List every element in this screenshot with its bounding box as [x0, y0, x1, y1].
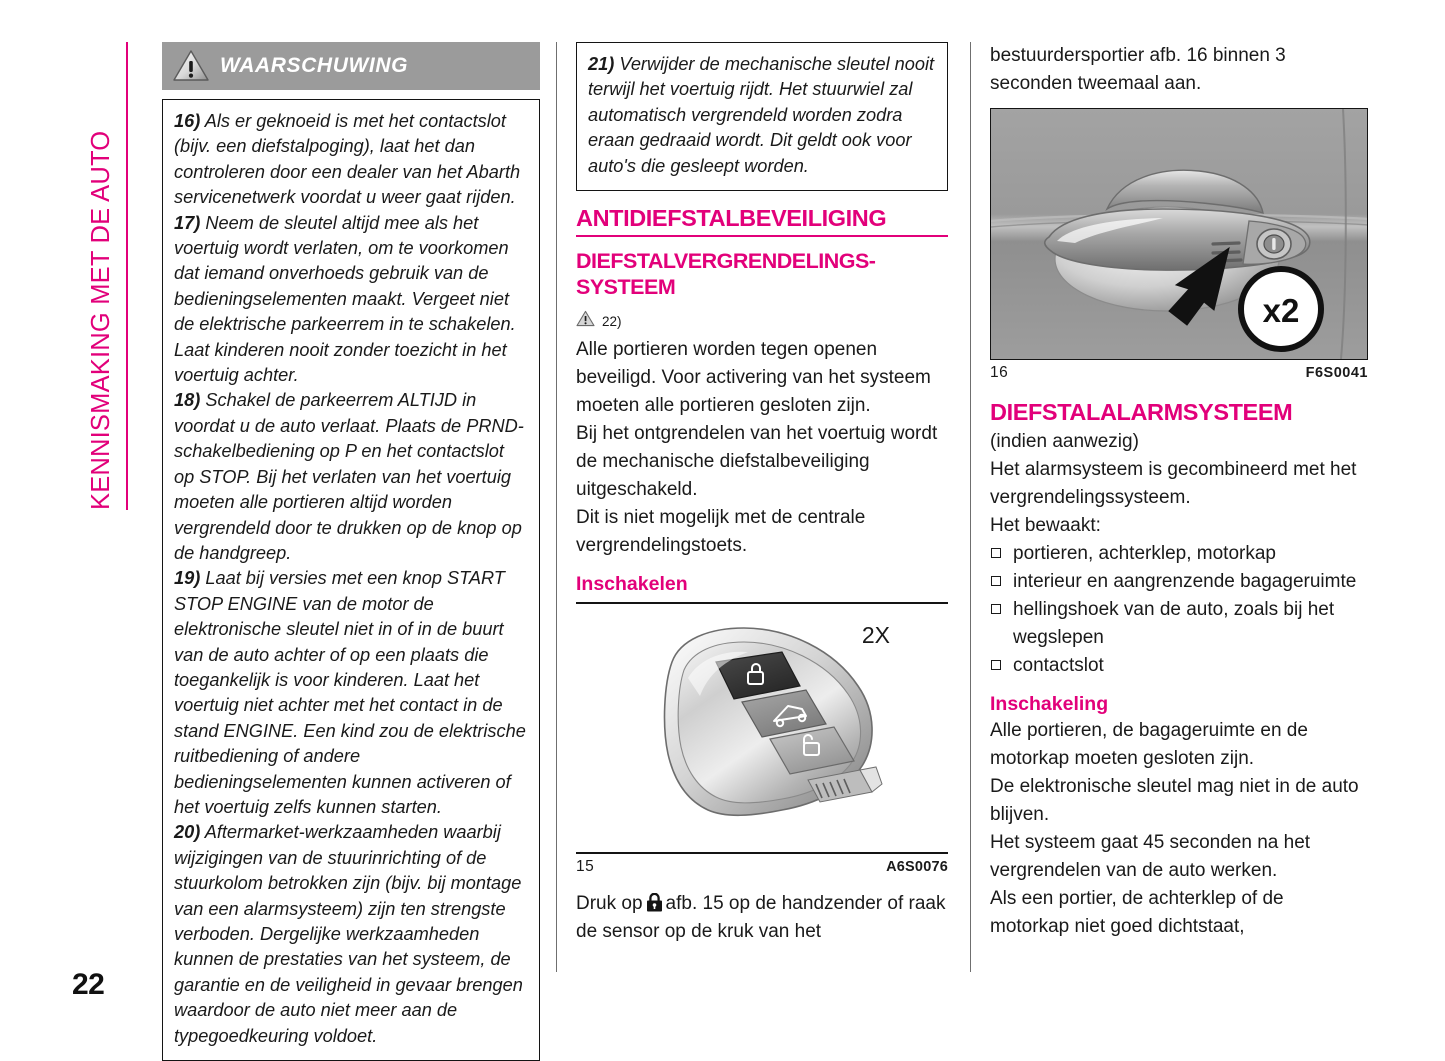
square-bullet-icon	[991, 660, 1001, 670]
list-item	[990, 596, 1368, 652]
column-separator-1	[556, 42, 557, 972]
chapter-tab	[78, 40, 124, 510]
warning-reference-number: 22)	[602, 313, 622, 329]
lock-icon	[646, 893, 663, 912]
warning-box-21	[576, 42, 948, 191]
warning-item	[174, 211, 528, 389]
figure-number: 16	[990, 364, 1009, 381]
figure-overlay-label: 2X	[861, 622, 890, 649]
list-item-label: interieur en aangrenzende bagageruimte	[1013, 571, 1357, 592]
figure-follow-text-b: afb. 15 op de handzender of raak de sensor op de kruk van het	[576, 893, 946, 943]
list-item	[990, 568, 1368, 596]
column-left	[162, 42, 540, 1061]
lead-paragraph: bestuurdersportier afb. 16 binnen 3 seconden tweemaal aan.	[990, 45, 1286, 94]
minor-heading-inschakelen: Inschakelen	[576, 573, 688, 596]
list-item-label: portieren, achterklep, motorkap	[1013, 543, 1276, 564]
square-bullet-icon	[991, 576, 1001, 586]
warning-text: Als er geknoeid is met het contactslot (bijv. een diefstalpoging), laat het dan controleren door een dealer van het Abarth servicenetwerk voordat u weer gaat rijden.	[174, 111, 521, 208]
page-number: 22	[72, 968, 105, 1001]
column-right	[990, 42, 1368, 941]
warning-text: Aftermarket-werkzaamheden waarbij wijzigingen van de stuurinrichting of de stuurkolom betrokken zijn (bijv. bij montage van een alarmsysteem) zijn ten strengste verboden. Dergelijke werkzaamheden kunnen de prestaties van het systeem, de garantie en de veiligheid in gevaar brengen waardoor de auto niet meer aan de typegoedkeuring voldoet.	[174, 822, 523, 1046]
figure-follow-text	[576, 890, 948, 946]
warning-item	[588, 52, 936, 179]
list-item	[990, 540, 1368, 568]
warning-number: 20)	[174, 822, 201, 843]
svg-text:x2: x2	[1262, 292, 1300, 329]
warning-number: 16)	[174, 111, 201, 131]
monitored-items-list	[990, 540, 1368, 680]
figure-frame	[990, 108, 1368, 360]
body-paragraph: Het alarmsysteem is gecombineerd met het vergrendelingssysteem.	[990, 459, 1357, 508]
figure-key-fob	[576, 602, 948, 876]
warning-banner-title: WAARSCHUWING	[220, 54, 409, 77]
subsection-heading-lockingsystem: DIEFSTALVERGRENDELINGS-SYSTEEM	[576, 249, 876, 300]
list-item	[990, 652, 1368, 680]
list-item-label: hellingshoek van de auto, zoals bij het wegslepen	[1013, 599, 1335, 648]
warning-triangle-small-icon	[576, 310, 595, 332]
body-paragraph: Alle portieren worden tegen openen beveiligd. Voor activering van het systeem moeten alle portieren gesloten zijn.	[576, 339, 931, 417]
warning-item	[174, 388, 528, 566]
warning-item	[174, 820, 528, 1049]
availability-note: (indien aanwezig)	[990, 431, 1139, 452]
warning-number: 21)	[588, 54, 615, 74]
body-paragraph: Alle portieren, de bagageruimte en de motorkap moeten gesloten zijn.	[990, 720, 1308, 769]
warning-number: 19)	[174, 568, 201, 589]
column-middle	[576, 42, 948, 946]
column-separator-2	[970, 42, 971, 972]
square-bullet-icon	[991, 604, 1001, 614]
warning-item	[174, 109, 528, 211]
warning-reference-line	[576, 310, 948, 332]
body-paragraph: Dit is niet mogelijk met de centrale vergrendelingstoets.	[576, 507, 866, 557]
list-item-label: contactslot	[1013, 655, 1104, 676]
warning-text: Verwijder de mechanische sleutel nooit terwijl het voertuig rijdt. Het stuurwiel zal automatisch vergrendeld worden zodra eraan gedraaid wordt. Dit geldt ook voor auto's die gesleept worden.	[588, 54, 935, 176]
warning-box	[162, 99, 540, 1061]
figure-code: A6S0076	[886, 859, 948, 876]
door-handle-photo	[991, 109, 1368, 359]
chapter-tab-rule	[126, 42, 128, 510]
square-bullet-icon	[991, 548, 1001, 558]
x2-badge	[1241, 269, 1321, 349]
warning-number: 17)	[174, 212, 201, 233]
figure-caption	[990, 360, 1368, 382]
section-heading-alarmsystem: DIEFSTALALARMSYSTEEM	[990, 399, 1293, 425]
warning-triangle-icon	[162, 49, 220, 83]
warning-text: Laat bij versies met een knop START STOP ENGINE van de motor de elektronische sleutel niet in of in de buurt van de auto achter of op een plaats die toegankelijk is voor kinderen. Laat het voertuig niet achter met het contact in de stand ENGINE. Een kind zou de elektrische ruitbediening of andere bedieningselementen kunnen activeren of het voertuig zelfs kunnen starten.	[174, 568, 526, 817]
body-paragraph: Het systeem gaat 45 seconden na het vergrendelen van de auto werken.	[990, 832, 1311, 881]
warning-text: Schakel de parkeerrem ALTIJD in voordat u de auto verlaat. Plaats de PRND-schakelbediening op P en het contactslot op STOP. Bij het verlaten van het voertuig moeten alle portieren altijd worden vergrendeld door te drukken op de knop op de handgreep.	[174, 390, 524, 563]
body-paragraph: Als een portier, de achterklep of de motorkap niet goed dichtstaat,	[990, 888, 1284, 937]
figure-follow-text-a: Druk op	[576, 893, 643, 915]
figure-caption	[576, 854, 948, 876]
body-paragraph: De elektronische sleutel mag niet in de auto blijven.	[990, 776, 1359, 825]
figure-code: F6S0041	[1305, 365, 1368, 381]
warning-number: 18)	[174, 390, 201, 411]
minor-heading-inschakeling: Inschakeling	[990, 693, 1109, 715]
body-paragraph: Bij het ontgrendelen van het voertuig wordt de mechanische diefstalbeveiliging uitgeschakeld.	[576, 423, 938, 501]
body-paragraph: Het bewaakt:	[990, 515, 1101, 536]
figure-stage	[576, 604, 948, 852]
warning-banner	[162, 42, 540, 90]
chapter-tab-label: KENNISMAKING MET DE AUTO	[87, 130, 115, 510]
figure-door-handle	[990, 108, 1368, 382]
warning-item	[174, 566, 528, 820]
key-fob-illustration	[576, 604, 948, 852]
warning-text: Neem de sleutel altijd mee als het voertuig wordt verlaten, om te voorkomen dat iemand onverhoeds gebruik van de bedieningselementen maakt. Vergeet niet de elektrische parkeerrem in te schakelen. Laat kinderen nooit zonder toezicht in het voertuig achter.	[174, 212, 516, 386]
figure-number: 15	[576, 858, 595, 876]
section-heading-antitheft: ANTIDIEFSTALBEVEILIGING	[576, 204, 948, 237]
